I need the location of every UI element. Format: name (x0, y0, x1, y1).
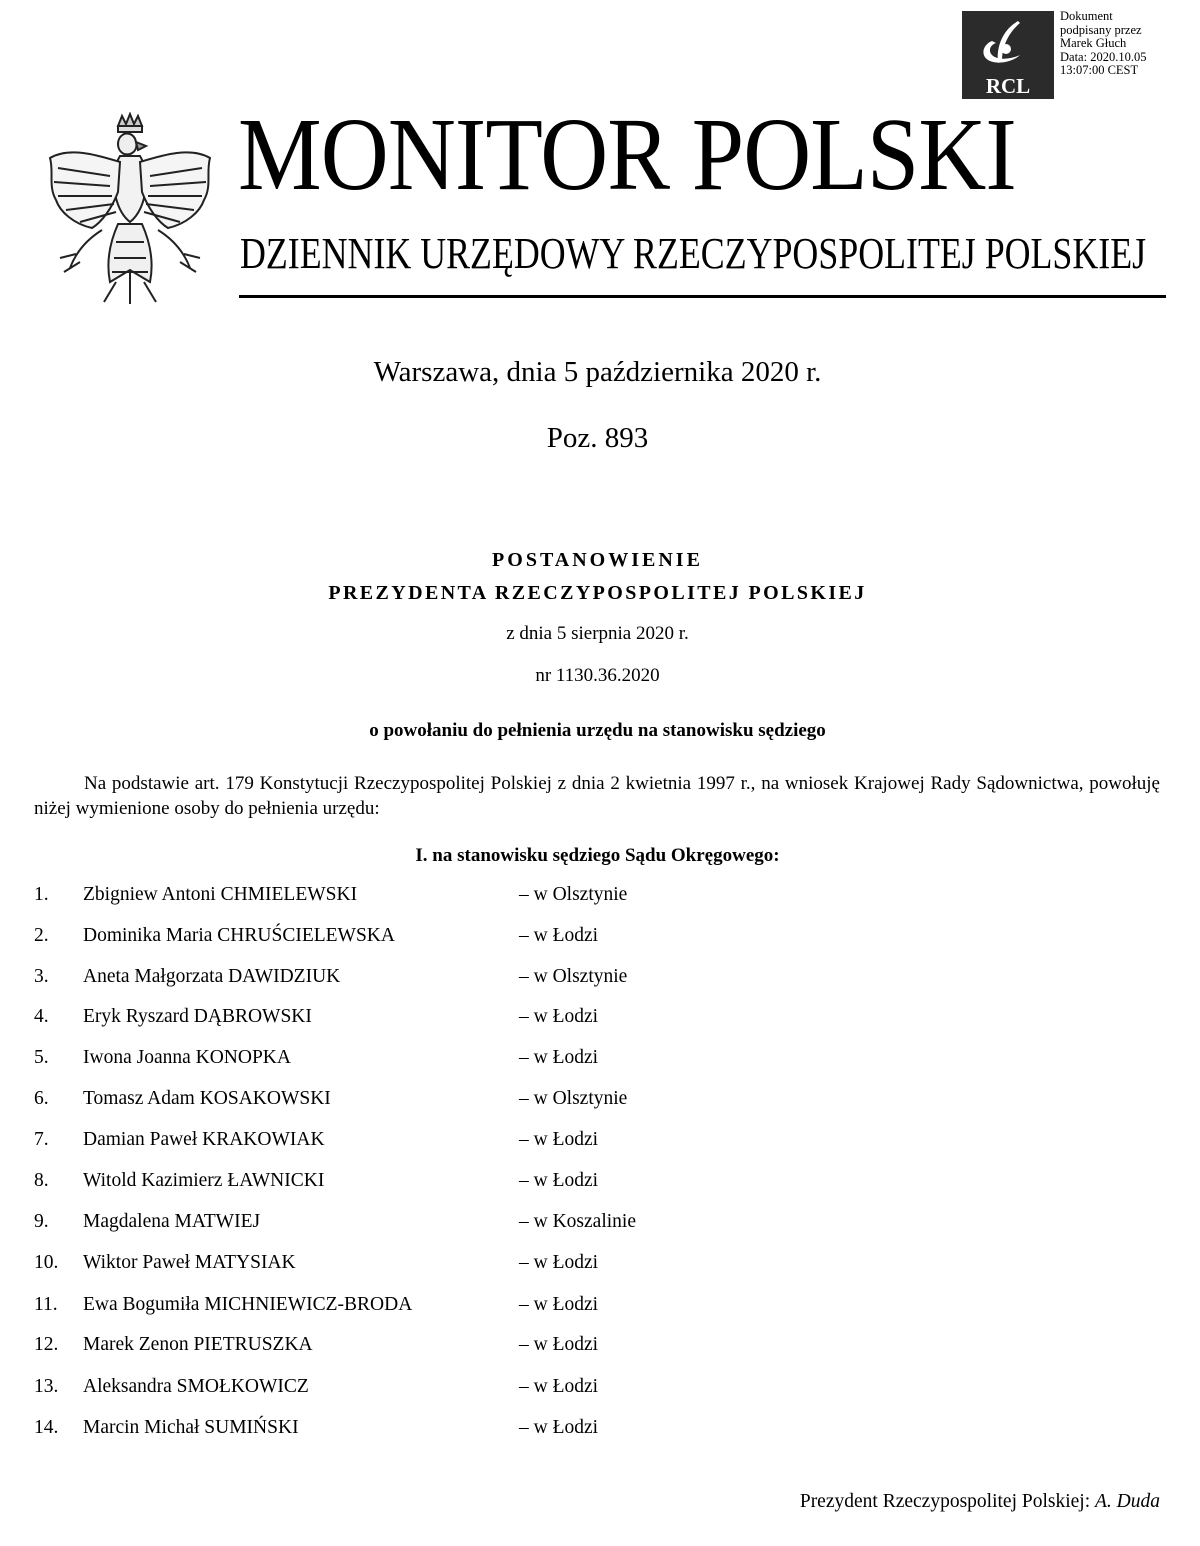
item-number: 3. (34, 966, 49, 987)
quill-icon (962, 11, 1054, 81)
appointee-name: Witold Kazimierz ŁAWNICKI (83, 1170, 325, 1191)
item-number: 1. (34, 884, 49, 905)
appointee-name: Aneta Małgorzata DAWIDZIUK (83, 966, 341, 987)
stamp-line: 13:07:00 CEST (1060, 63, 1139, 77)
signature-stamp-text (1060, 10, 1194, 78)
appointee-name: Zbigniew Antoni CHMIELEWSKI (83, 884, 358, 905)
appointee-name: Tomasz Adam KOSAKOWSKI (83, 1088, 331, 1109)
item-number: 5. (34, 1047, 49, 1068)
item-number: 10. (34, 1252, 59, 1273)
appointee-court: – w Olsztynie (519, 1088, 628, 1109)
appointee-name: Damian Paweł KRAKOWIAK (83, 1129, 325, 1150)
act-number: nr 1130.36.2020 (535, 665, 660, 686)
act-preamble: Na podstawie art. 179 Konstytucji Rzeczypospolitej Polskiej z dnia 2 kwietnia 1997 r., na wniosek Krajowej Rady Sądownictwa, powołuję niżej wymienione osoby do pełnienia urzędu: (34, 773, 1160, 819)
appointee-court: – w Łodzi (519, 1294, 599, 1315)
stamp-line: podpisany przez (1060, 22, 1142, 37)
appointee-name: Ewa Bogumiła MICHNIEWICZ-BRODA (83, 1294, 413, 1315)
stamp-line: Data: 2020.10.05 (1060, 49, 1147, 64)
president-signature (800, 1488, 1160, 1516)
appointee-name: Dominika Maria CHRUŚCIELEWSKA (83, 925, 395, 946)
appointee-court: – w Olsztynie (519, 884, 628, 905)
rcl-logo-text: RCL (985, 74, 1031, 98)
item-number: 11. (34, 1294, 58, 1315)
appointee-name: Aleksandra SMOŁKOWICZ (83, 1376, 309, 1397)
act-date: z dnia 5 sierpnia 2020 r. (506, 623, 689, 644)
appointee-court: – w Łodzi (519, 925, 599, 946)
item-number: 6. (34, 1088, 49, 1109)
item-number: 9. (34, 1211, 49, 1232)
appointee-court: – w Łodzi (519, 1170, 599, 1191)
item-number: 7. (34, 1129, 49, 1150)
appointee-court: – w Łodzi (519, 1252, 599, 1273)
appointee-court: – w Łodzi (519, 1006, 599, 1027)
appointee-court: – w Łodzi (519, 1376, 599, 1397)
appointee-name: Marcin Michał SUMIŃSKI (83, 1417, 299, 1438)
header-divider (239, 295, 1166, 298)
signature-name: A. Duda (1095, 1491, 1160, 1512)
polish-eagle-emblem-icon (40, 112, 220, 307)
appointee-name: Iwona Joanna KONOPKA (83, 1047, 291, 1068)
item-number: 13. (34, 1376, 59, 1397)
issue-place-date: Warszawa, dnia 5 października 2020 r. (373, 356, 822, 388)
item-number: 8. (34, 1170, 49, 1191)
stamp-line: Dokument (1060, 9, 1113, 23)
appointee-name: Wiktor Paweł MATYSIAK (83, 1252, 296, 1273)
act-subject: o powołaniu do pełnienia urzędu na stanowisku sędziego (369, 720, 826, 741)
appointee-court: – w Koszalinie (519, 1211, 636, 1232)
appointee-name: Magdalena MATWIEJ (83, 1211, 261, 1232)
item-number: 4. (34, 1006, 49, 1027)
masthead-title: MONITOR POLSKI (238, 97, 1016, 212)
item-number: 14. (34, 1417, 59, 1438)
item-number: 12. (34, 1334, 59, 1355)
act-issuer: PREZYDENTA RZECZYPOSPOLITEJ POLSKIEJ (328, 582, 867, 604)
appointee-name: Eryk Ryszard DĄBROWSKI (83, 1006, 312, 1027)
appointee-name: Marek Zenon PIETRUSZKA (83, 1334, 313, 1355)
masthead-subtitle: DZIENNIK URZĘDOWY RZECZYPOSPOLITEJ POLSKIEJ (240, 229, 1147, 278)
appointee-court: – w Łodzi (519, 1129, 599, 1150)
section-heading: I. na stanowisku sędziego Sądu Okręgowego: (415, 845, 780, 866)
appointee-court: – w Olsztynie (519, 966, 628, 987)
signature-label: Prezydent Rzeczypospolitej Polskiej: (799, 1491, 1091, 1512)
appointee-court: – w Łodzi (519, 1334, 599, 1355)
item-number: 2. (34, 925, 49, 946)
rcl-signature-logo (962, 11, 1054, 99)
appointee-court: – w Łodzi (519, 1417, 599, 1438)
stamp-line: Marek Głuch (1060, 36, 1127, 50)
act-type: POSTANOWIENIE (492, 549, 703, 571)
issue-position: Poz. 893 (546, 422, 649, 454)
appointee-court: – w Łodzi (519, 1047, 599, 1068)
